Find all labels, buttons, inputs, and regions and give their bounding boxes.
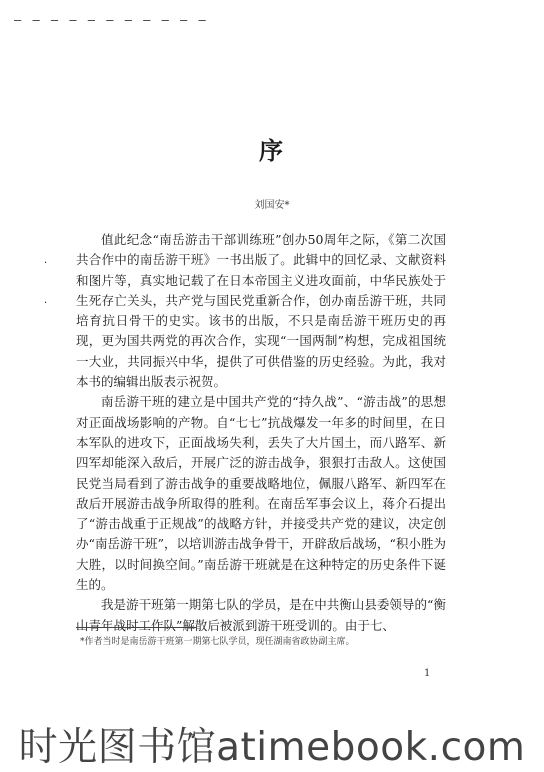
footnote: *作者当时是南岳游干班第一期第七队学员，现任湖南省政协副主席。	[80, 637, 355, 647]
margin-mark: ·	[44, 258, 48, 269]
watermark: 时光图书馆atimebook.com	[18, 725, 526, 770]
paragraph: 我是游干班第一期第七队的学员，是在中共衡山县委领导的“衡山青年战时工作队”解散后被派到游干班受训的。由于七、	[76, 597, 446, 633]
paragraph: 值此纪念“南岳游击干部训练班”创办50周年之际，《第二次国共合作中的南岳游干班》一书出版了。此辑中的回忆录、文献资料和图片等，真实地记载了在日本帝国主义进攻面前，中华民族处于生死存亡关头，共产党与国民党重新合作，创办南岳游干班，共同培育抗日骨干的史实。该书的出版，不只是南岳游干班历史的再现，更为国共两党的再次合作，实现“一国两制”构想，完成祖国统一大业，共同振兴中华，提供了可供借鉴的历史经验。为此，我对本书的编辑出版表示祝贺。	[76, 232, 446, 390]
footnote-rule	[76, 627, 196, 628]
page-title: 序	[259, 136, 285, 165]
body-text	[76, 230, 446, 636]
page-number: 1	[424, 668, 431, 679]
header-dashes: — — — — — — — — — — —	[14, 13, 208, 27]
author-line: 刘国安*	[254, 200, 290, 211]
paragraph: 南岳游干班的建立是中国共产党的“持久战”、“游击战”的思想对正面战场影响的产物。自“七七”抗战爆发一年多的时间里，在日本军队的进攻下，正面战场失利，丢失了大片国土，而八路军、新四军却能深入敌后，开展广泛的游击战争，狠狠打击敌人。这使国民党当局看到了游击战争的重要战略地位，佩服八路军、新四军在敌后开展游击战争所取得的胜利。在南岳军事会议上，蒋介石提出了“游击战重于正规战”的战略方针，并接受共产党的建议，决定创办“南岳游干班”，以培训游击战争骨干，开辟敌后战场，“积小胜为大胜，以时间换空间。”南岳游干班就是在这种特定的历史条件下诞生的。	[76, 394, 446, 593]
margin-mark: ·	[44, 298, 48, 309]
